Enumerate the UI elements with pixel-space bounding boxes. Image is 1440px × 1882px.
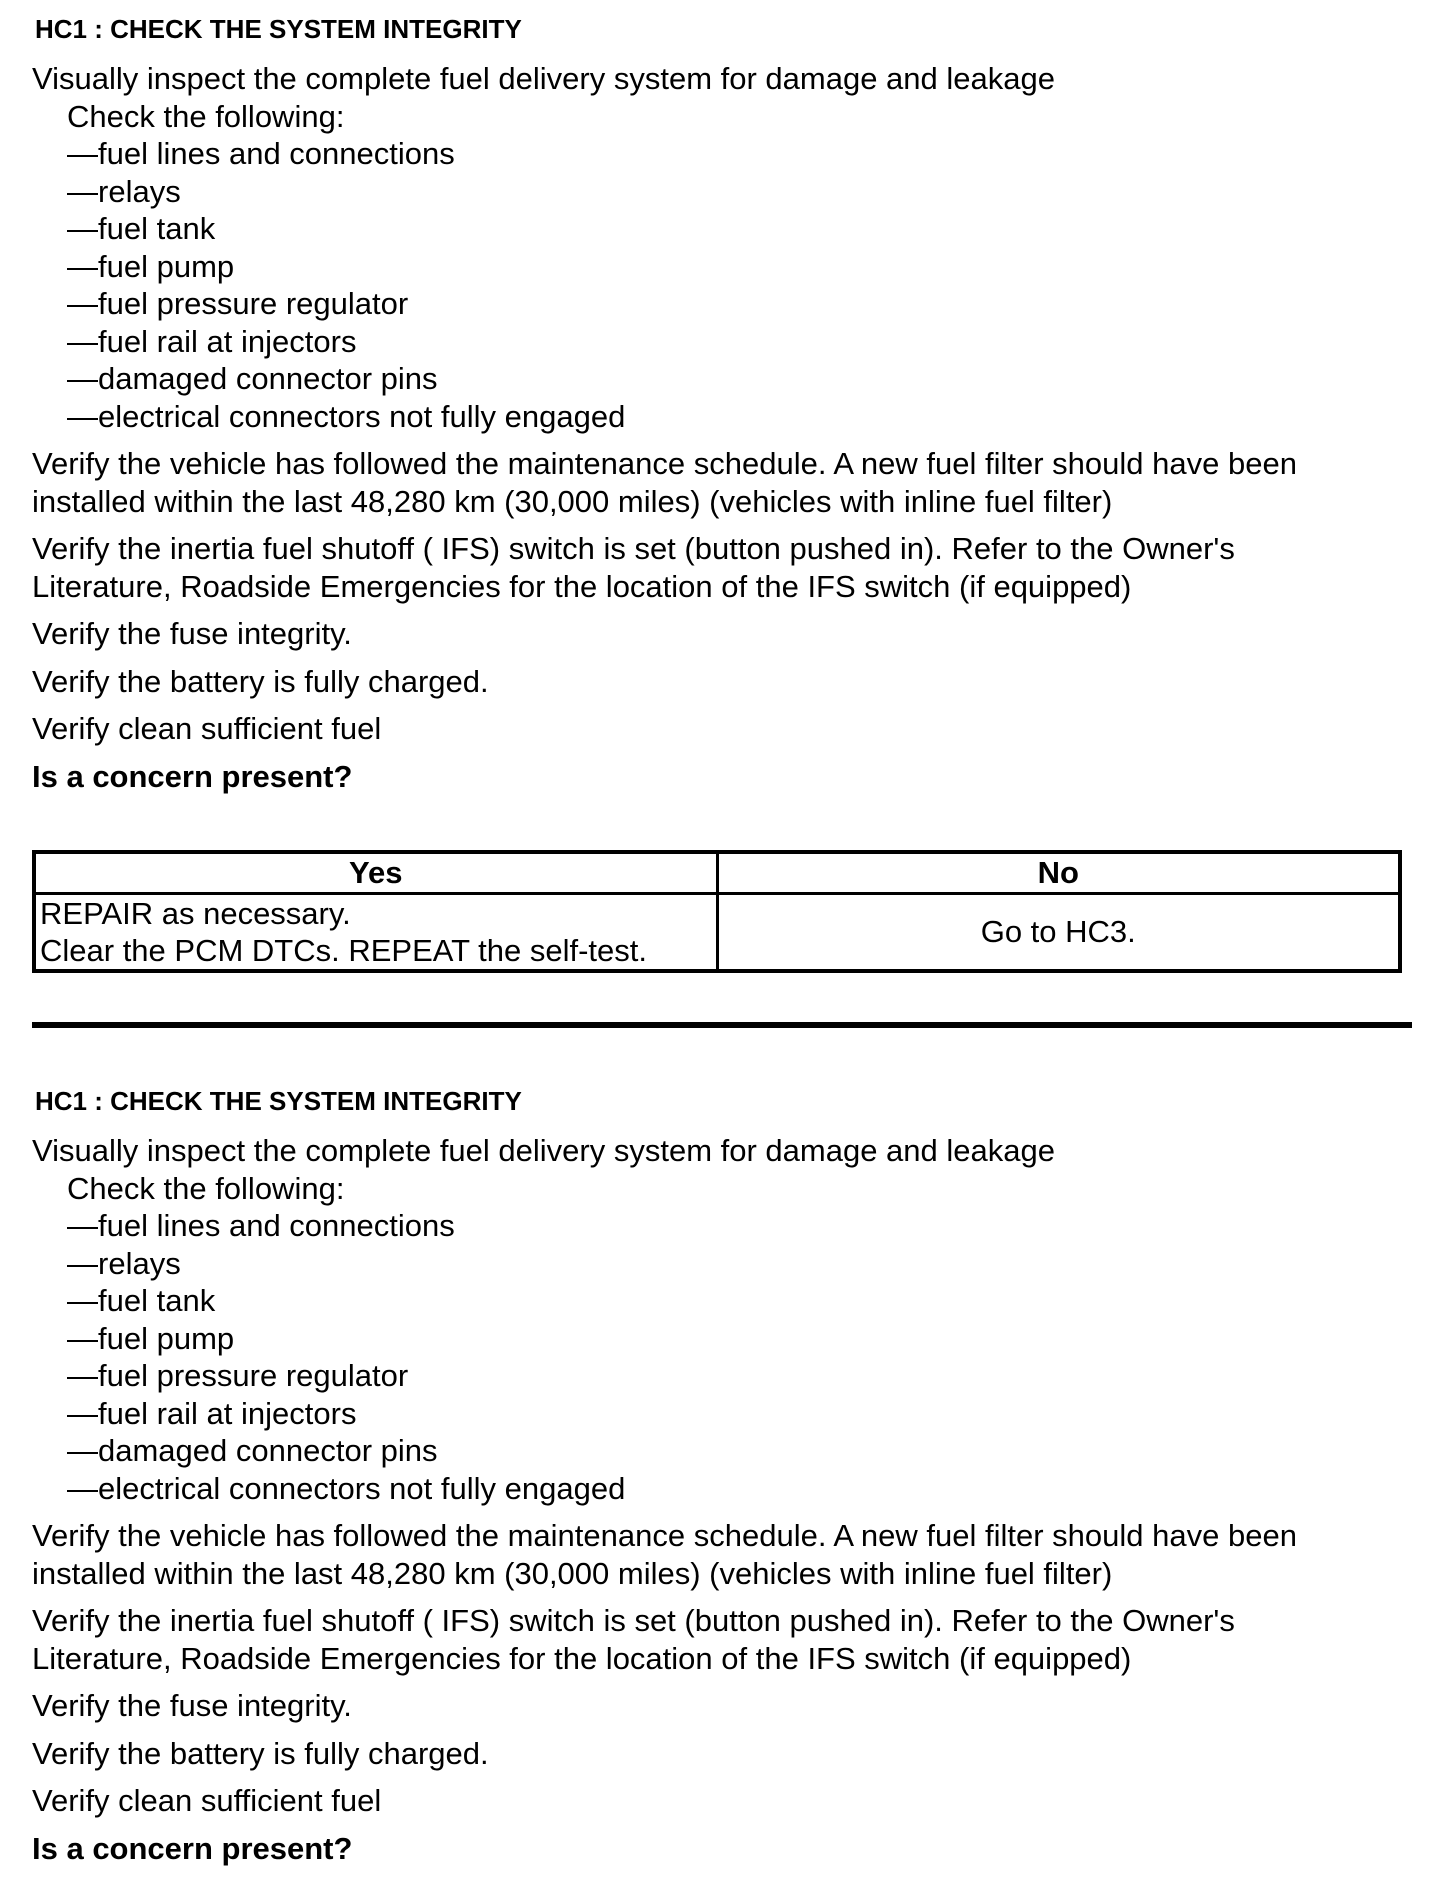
- intro-text: Visually inspect the complete fuel delivery system for damage and leakage: [32, 1133, 1055, 1168]
- ifs-line: Verify the inertia fuel shutoff ( IFS) switch is set (button pushed in). Refer to the Owner's: [32, 531, 1235, 566]
- ifs-paragraph: [32, 1602, 1412, 1677]
- maintenance-line: Verify the vehicle has followed the maintenance schedule. A new fuel filter should have been: [32, 446, 1297, 481]
- procedure-section: [32, 14, 1412, 795]
- decision-question: Is a concern present?: [32, 1830, 353, 1866]
- inspection-intro: [32, 60, 1412, 135]
- check-item: —fuel lines and connections: [67, 136, 455, 171]
- decision-question: Is a concern present?: [32, 758, 353, 794]
- result-table: [32, 850, 1402, 973]
- check-item: —relays: [67, 173, 181, 209]
- no-action-cell: Go to HC3.: [717, 894, 1400, 972]
- check-item: —fuel pump: [67, 248, 235, 284]
- maintenance-paragraph: [32, 445, 1412, 520]
- maintenance-paragraph: [32, 1517, 1412, 1592]
- check-list: [32, 135, 1412, 435]
- section-title: HC1 : CHECK THE SYSTEM INTEGRITY: [35, 1086, 522, 1116]
- table-header-row: [34, 852, 1400, 894]
- fuel-check: Verify clean sufficient fuel: [32, 711, 382, 746]
- section-title: HC1 : CHECK THE SYSTEM INTEGRITY: [35, 14, 522, 44]
- check-item: —damaged connector pins: [67, 1433, 438, 1468]
- section-divider: [32, 1022, 1412, 1028]
- fuse-check: Verify the fuse integrity.: [32, 1688, 352, 1723]
- check-item: —fuel rail at injectors: [67, 323, 357, 359]
- maintenance-line: installed within the last 48,280 km (30,000 miles) (vehicles with inline fuel filter): [32, 1555, 1113, 1591]
- inspection-intro: [32, 1132, 1412, 1207]
- fuse-check: Verify the fuse integrity.: [32, 616, 352, 651]
- maintenance-line: installed within the last 48,280 km (30,000 miles) (vehicles with inline fuel filter): [32, 483, 1113, 519]
- check-heading: Check the following:: [67, 1170, 345, 1206]
- check-item: —fuel tank: [67, 1283, 216, 1318]
- ifs-line: Verify the inertia fuel shutoff ( IFS) switch is set (button pushed in). Refer to the Owner's: [32, 1603, 1235, 1638]
- yes-action-line: REPAIR as necessary.: [40, 896, 351, 931]
- ifs-line: Literature, Roadside Emergencies for the location of the IFS switch (if equipped): [32, 568, 1132, 604]
- table-row: [34, 894, 1400, 972]
- fuel-check: Verify clean sufficient fuel: [32, 1783, 382, 1818]
- check-item: —fuel pressure regulator: [67, 286, 409, 321]
- maintenance-line: Verify the vehicle has followed the maintenance schedule. A new fuel filter should have been: [32, 1518, 1297, 1553]
- battery-check: Verify the battery is fully charged.: [32, 1735, 489, 1771]
- intro-text: Visually inspect the complete fuel delivery system for damage and leakage: [32, 61, 1055, 96]
- check-list: [32, 1207, 1412, 1507]
- check-item: —damaged connector pins: [67, 361, 438, 396]
- yes-action-line: Clear the PCM DTCs. REPEAT the self-test.: [40, 933, 647, 968]
- check-item: —relays: [67, 1245, 181, 1281]
- yes-header: Yes: [34, 852, 717, 894]
- check-item: —fuel pump: [67, 1320, 235, 1356]
- ifs-paragraph: [32, 530, 1412, 605]
- check-item: —electrical connectors not fully engaged: [67, 398, 626, 434]
- check-item: —fuel rail at injectors: [67, 1395, 357, 1431]
- check-item: —fuel lines and connections: [67, 1208, 455, 1243]
- ifs-line: Literature, Roadside Emergencies for the location of the IFS switch (if equipped): [32, 1640, 1132, 1676]
- procedure-section: [32, 1086, 1412, 1867]
- yes-action-cell: [34, 894, 717, 972]
- no-header: No: [717, 852, 1400, 894]
- check-heading: Check the following:: [67, 98, 345, 134]
- battery-check: Verify the battery is fully charged.: [32, 663, 489, 699]
- check-item: —fuel pressure regulator: [67, 1358, 409, 1393]
- check-item: —electrical connectors not fully engaged: [67, 1470, 626, 1506]
- check-item: —fuel tank: [67, 211, 216, 246]
